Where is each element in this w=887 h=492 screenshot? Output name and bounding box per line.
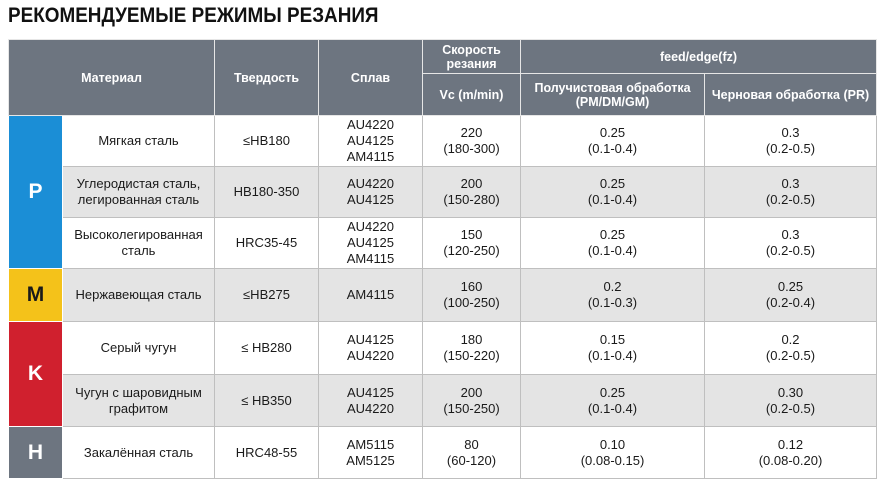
semi-feed-cell [521,218,705,269]
hardness-value: HB180-350 [233,184,300,199]
speed-value: 200 [460,176,483,191]
semi-feed-cell [521,375,705,427]
semi-feed-range: (0.1-0.4) [587,141,638,156]
semi-feed-cell [521,167,705,218]
semi-feed-cell [521,322,705,375]
alloy-cell [319,116,423,167]
material-name: Углеродистая сталь, легированная сталь [76,176,201,207]
speed-value: 150 [460,227,483,242]
material-cell [63,322,215,375]
rough-feed-cell [705,375,877,427]
rough-feed-range: (0.2-0.5) [765,400,816,416]
alloy-cell [319,375,423,427]
speed-cell [423,167,521,218]
semi-feed-value: 0.2 [603,279,622,294]
semi-feed-value: 0.10 [599,436,626,452]
hardness-cell [215,322,319,375]
hardness-value: ≤ HB280 [241,340,292,355]
material-cell [63,167,215,218]
table-row [9,269,877,322]
semi-feed-range: (0.1-0.3) [587,295,638,310]
speed-range: (120-250) [443,243,500,258]
rough-feed-value: 0.3 [781,227,800,242]
semi-feed-value: 0.25 [599,176,626,191]
table-row [9,218,877,269]
rough-feed-value: 0.3 [781,125,800,140]
hardness-cell [215,167,319,218]
hardness-value: HRC35-45 [235,235,298,250]
rough-feed-range: (0.2-0.5) [765,243,816,258]
semi-feed-value: 0.25 [599,384,626,400]
table-row [9,427,877,479]
rough-feed-value: 0.2 [781,332,800,347]
header-alloy: Сплав [319,40,423,116]
header-hardness: Твердость [215,40,319,116]
speed-value: 160 [460,279,483,294]
alloy-grade: AM5115 [346,436,395,452]
page-title: РЕКОМЕНДУЕМЫЕ РЕЖИМЫ РЕЗАНИЯ [8,4,379,27]
alloy-grade: AU4125 [347,384,394,400]
alloy-grade: AU4125 [347,332,394,347]
material-name: Чугун с шаровидным графитом [75,384,202,416]
rough-feed-value: 0.12 [777,436,804,452]
alloy-grade: AM4115 [346,287,395,302]
header-semi-finishing: Получистовая обработка (PM/DM/GM) [521,74,705,116]
material-name: Нержавеющая сталь [75,287,202,302]
semi-feed-cell [521,269,705,322]
speed-value: 200 [460,384,483,400]
header-roughing: Черновая обработка (PR) [705,74,877,116]
header-speed: Скорость резания [423,40,521,74]
header-speed-unit: Vc (m/min) [423,74,521,116]
material-name: Серый чугун [100,340,177,355]
rough-feed-range: (0.2-0.5) [765,348,816,363]
speed-range: (150-250) [443,400,500,416]
cutting-modes-table [8,39,877,479]
material-cell [63,269,215,322]
alloy-grade: AM4115 [346,149,395,164]
rough-feed-cell [705,322,877,375]
rough-feed-cell [705,167,877,218]
table-row [9,375,877,427]
hardness-value: HRC48-55 [235,444,298,460]
alloy-grade: AU4220 [347,117,394,132]
speed-range: (150-220) [443,348,500,363]
rough-feed-value: 0.3 [781,176,800,191]
rough-feed-cell [705,427,877,479]
hardness-cell [215,116,319,167]
hardness-value: ≤ HB350 [241,392,292,408]
semi-feed-range: (0.1-0.4) [587,192,638,207]
hardness-cell [215,427,319,479]
speed-value: 180 [460,332,483,347]
rough-feed-range: (0.2-0.5) [765,192,816,207]
rough-feed-value: 0.30 [777,384,804,400]
speed-range: (180-300) [443,141,500,156]
speed-range: (60-120) [446,452,497,468]
rough-feed-cell [705,218,877,269]
alloy-grade: AU4220 [347,176,394,191]
material-group-h: H [9,427,63,479]
material-cell [63,375,215,427]
rough-feed-cell [705,269,877,322]
alloy-cell [319,269,423,322]
hardness-value: ≤HB180 [243,133,290,148]
hardness-value: ≤HB275 [243,287,290,302]
semi-feed-range: (0.1-0.4) [587,348,638,363]
rough-feed-range: (0.2-0.5) [765,141,816,156]
speed-cell [423,269,521,322]
hardness-cell [215,218,319,269]
alloy-grade: AU4220 [347,400,394,416]
material-cell [63,116,215,167]
material-group-m: M [9,269,63,322]
alloy-grade: AU4220 [347,348,394,363]
material-name: Высоколегированная сталь [74,227,203,258]
semi-feed-value: 0.25 [599,125,626,140]
table-row [9,116,877,167]
material-cell [63,427,215,479]
alloy-cell [319,167,423,218]
rough-feed-value: 0.25 [777,279,804,294]
semi-feed-value: 0.25 [599,227,626,242]
speed-cell [423,116,521,167]
semi-feed-value: 0.15 [599,332,626,347]
alloy-grade: AU4125 [347,133,394,148]
table-row [9,167,877,218]
header-feed: feed/edge(fz) [521,40,877,74]
rough-feed-cell [705,116,877,167]
speed-cell [423,322,521,375]
alloy-grade: AM4115 [346,251,395,266]
hardness-cell [215,375,319,427]
speed-cell [423,375,521,427]
hardness-cell [215,269,319,322]
semi-feed-cell [521,427,705,479]
material-name: Мягкая сталь [98,133,179,148]
alloy-grade: AU4125 [347,192,394,207]
alloy-cell [319,322,423,375]
speed-value: 80 [464,436,479,452]
material-cell [63,218,215,269]
speed-range: (100-250) [443,295,500,310]
alloy-grade: AU4125 [347,235,394,250]
header-material: Материал [9,40,215,116]
alloy-grade: AU4220 [347,219,394,234]
speed-value: 220 [460,125,483,140]
alloy-cell [319,427,423,479]
speed-cell [423,427,521,479]
semi-feed-range: (0.1-0.4) [587,400,638,416]
material-group-p: P [9,116,63,269]
alloy-grade: AM5125 [346,452,395,468]
rough-feed-range: (0.08-0.20) [758,452,823,468]
speed-range: (150-280) [443,192,500,207]
speed-cell [423,218,521,269]
alloy-cell [319,218,423,269]
table-row [9,322,877,375]
material-group-k: K [9,322,63,427]
semi-feed-range: (0.08-0.15) [580,452,645,468]
semi-feed-cell [521,116,705,167]
rough-feed-range: (0.2-0.4) [765,295,816,310]
semi-feed-range: (0.1-0.4) [587,243,638,258]
material-name: Закалённая сталь [83,444,194,460]
